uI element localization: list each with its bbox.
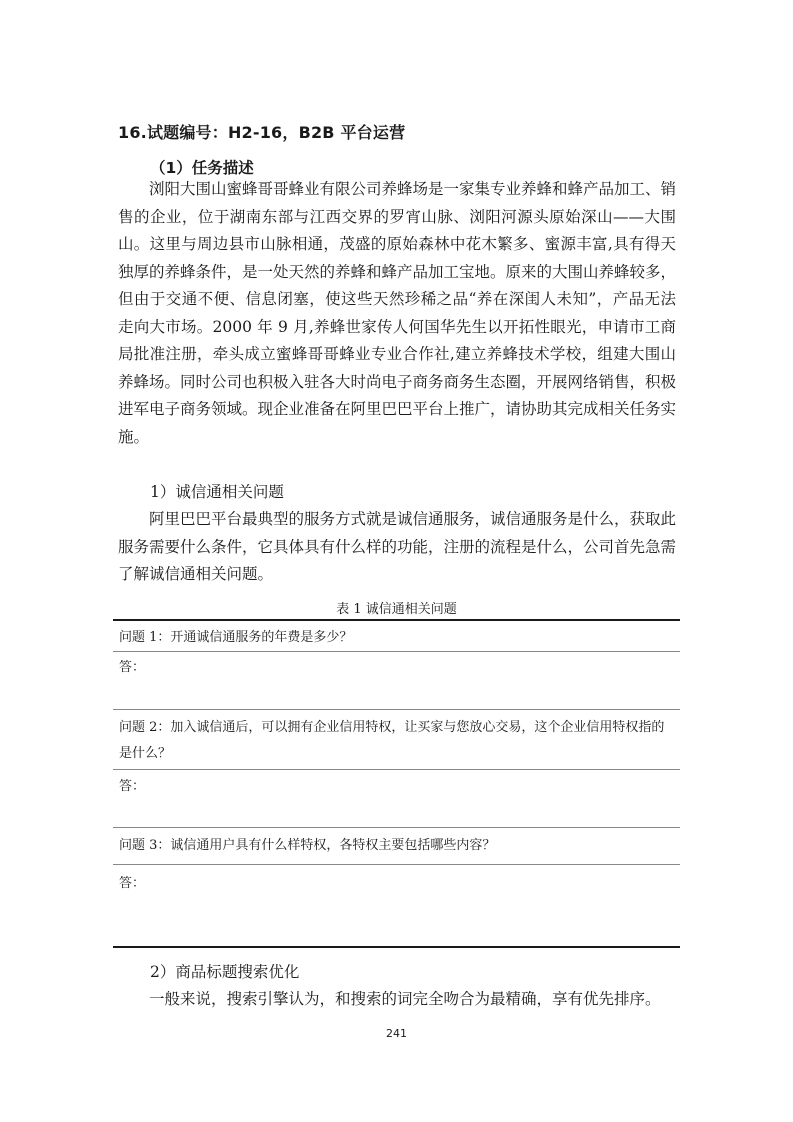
table-row-answer-1[interactable]: 答： bbox=[119, 660, 146, 675]
table-top-rule bbox=[113, 619, 680, 621]
table-row-answer-3[interactable]: 答： bbox=[119, 876, 146, 891]
table-row-answer-2[interactable]: 答： bbox=[119, 779, 146, 794]
page-number: 241 bbox=[386, 1027, 407, 1040]
table-divider bbox=[113, 651, 680, 652]
table-divider bbox=[113, 864, 680, 865]
item2-label: 2）商品标题搜索优化 bbox=[150, 963, 300, 981]
table-row-question-2: 问题 2：加入诚信通后，可以拥有企业信用特权，让买家与您放心交易，这个企业信用特权指的是什么？ bbox=[119, 720, 665, 761]
table-divider bbox=[113, 769, 680, 770]
table-row-question-1: 问题 1：开通诚信通服务的年费是多少？ bbox=[119, 630, 353, 645]
table-caption: 表 1 诚信通相关问题 bbox=[336, 602, 457, 617]
item1-label: 1）诚信通相关问题 bbox=[150, 483, 284, 501]
item2-paragraph: 一般来说，搜索引擎认为，和搜索的词完全吻合为最精确，享有优先排序。 bbox=[149, 990, 661, 1008]
intro-paragraph: 浏阳大围山蜜蜂哥哥蜂业有限公司养蜂场是一家集专业养蜂和蜂产品加工、销售的企业，位于湖南东部与江西交界的罗宵山脉、浏阳河源头原始深山——大围山。这里与周边县市山脉相通，茂盛的原始森林中花木繁多、蜜源丰富,具有得天独厚的养蜂条件，是一处天然的养蜂和蜂产品加工宝地。原来的大围山养蜂较多，但由于交通不便、信息闭塞，使这些天然珍稀之品“养在深闺人未知”，产品无法走向大市场。2000 年 9 月,养蜂世家传人何国华先生以开拓性眼光，申请市工商局批准注册，牵头成立蜜蜂哥哥蜂业专业合作社,建立养蜂技术学校，组建大围山养蜂场。同时公司也积极入驻各大时尚电子商务商务生态圈，开展网络销售，积极进军电子商务领域。现企业准备在阿里巴巴平台上推广，请协助其完成相关任务实施。 bbox=[118, 180, 677, 446]
section-title: 16.试题编号：H2-16，B2B 平台运营 bbox=[118, 123, 406, 142]
table-divider bbox=[113, 827, 680, 828]
item1-paragraph: 阿里巴巴平台最典型的服务方式就是诚信通服务，诚信通服务是什么，获取此服务需要什么条件，它具体具有什么样的功能，注册的流程是什么，公司首先急需了解诚信通相关问题。 bbox=[118, 510, 677, 583]
task-description-heading: （1）任务描述 bbox=[150, 159, 254, 177]
table-row-question-3: 问题 3：诚信通用户具有什么样特权，各特权主要包括哪些内容？ bbox=[119, 838, 496, 853]
table-bottom-rule bbox=[113, 946, 680, 948]
table-divider bbox=[113, 709, 680, 710]
